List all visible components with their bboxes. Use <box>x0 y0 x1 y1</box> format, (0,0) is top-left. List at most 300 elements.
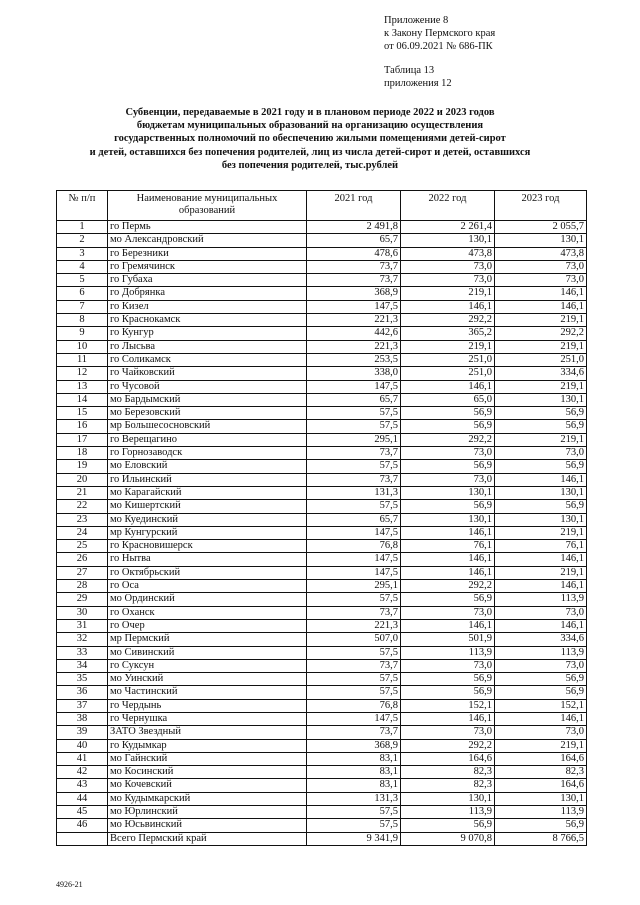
row-number: 44 <box>57 792 108 805</box>
row-value-2022: 219,1 <box>401 340 495 353</box>
table-row <box>57 486 587 499</box>
row-municipality: мо Кочевский <box>108 779 307 792</box>
header-2022: 2022 год <box>401 191 495 221</box>
row-municipality: мо Юрлинский <box>108 806 307 819</box>
row-value-2021: 147,5 <box>307 526 401 539</box>
row-value-2023: 56,9 <box>495 460 587 473</box>
table-row <box>57 739 587 752</box>
row-value-2022: 73,0 <box>401 260 495 273</box>
row-value-2021: 73,7 <box>307 473 401 486</box>
annex-header <box>384 14 495 53</box>
row-value-2022: 146,1 <box>401 380 495 393</box>
row-municipality: го Добрянка <box>108 287 307 300</box>
row-value-2022: 152,1 <box>401 699 495 712</box>
table-row <box>57 686 587 699</box>
table-row <box>57 553 587 566</box>
row-value-2022: 73,0 <box>401 659 495 672</box>
row-value-2022: 56,9 <box>401 593 495 606</box>
table-row <box>57 766 587 779</box>
row-number: 36 <box>57 686 108 699</box>
table-row <box>57 473 587 486</box>
row-number: 12 <box>57 367 108 380</box>
table-row <box>57 513 587 526</box>
row-value-2021: 507,0 <box>307 633 401 646</box>
row-value-2021: 65,7 <box>307 234 401 247</box>
table-row <box>57 673 587 686</box>
row-value-2023: 146,1 <box>495 553 587 566</box>
row-value-2022: 292,2 <box>401 314 495 327</box>
row-number: 26 <box>57 553 108 566</box>
row-municipality: мр Пермский <box>108 633 307 646</box>
row-value-2021: 57,5 <box>307 673 401 686</box>
table-row <box>57 380 587 393</box>
row-value-2022: 82,3 <box>401 766 495 779</box>
row-value-2022: 146,1 <box>401 300 495 313</box>
row-value-2023: 146,1 <box>495 580 587 593</box>
row-municipality: го Березники <box>108 247 307 260</box>
row-value-2021: 57,5 <box>307 646 401 659</box>
title-line: государственных полномочий по обеспечению жилыми помещениями детей-сирот <box>114 133 506 145</box>
row-municipality: мо Гайнский <box>108 752 307 765</box>
row-value-2023: 130,1 <box>495 486 587 499</box>
row-value-2021: 73,7 <box>307 659 401 672</box>
row-number: 10 <box>57 340 108 353</box>
row-municipality: мр Кунгурский <box>108 526 307 539</box>
row-municipality: го Гремячинск <box>108 260 307 273</box>
row-value-2023: 56,9 <box>495 673 587 686</box>
table-row <box>57 646 587 659</box>
row-value-2023: 219,1 <box>495 314 587 327</box>
row-value-2021: 442,6 <box>307 327 401 340</box>
row-number: 43 <box>57 779 108 792</box>
row-number: 35 <box>57 673 108 686</box>
row-value-2023: 113,9 <box>495 646 587 659</box>
row-number: 5 <box>57 274 108 287</box>
row-value-2021: 73,7 <box>307 726 401 739</box>
row-value-2022: 146,1 <box>401 553 495 566</box>
row-number: 46 <box>57 819 108 832</box>
row-number: 33 <box>57 646 108 659</box>
row-number: 7 <box>57 300 108 313</box>
table-reference-line: Таблица 13 <box>384 65 435 76</box>
row-value-2022: 292,2 <box>401 580 495 593</box>
annex-line: к Закону Пермского края <box>384 28 496 39</box>
annex-line: Приложение 8 <box>384 15 449 26</box>
row-value-2023: 56,9 <box>495 819 587 832</box>
row-value-2022: 56,9 <box>401 407 495 420</box>
row-municipality: го Октябрьский <box>108 566 307 579</box>
table-row <box>57 500 587 513</box>
row-municipality: мо Кудымкарский <box>108 792 307 805</box>
row-value-2021: 76,8 <box>307 540 401 553</box>
row-municipality: го Оханск <box>108 606 307 619</box>
row-value-2021: 147,5 <box>307 566 401 579</box>
row-value-2022: 130,1 <box>401 486 495 499</box>
table-total-row <box>57 832 587 845</box>
row-number: 19 <box>57 460 108 473</box>
table-row <box>57 712 587 725</box>
row-municipality: го Краснокамск <box>108 314 307 327</box>
table-row <box>57 752 587 765</box>
row-number: 41 <box>57 752 108 765</box>
row-number: 37 <box>57 699 108 712</box>
table-row <box>57 260 587 273</box>
row-number: 1 <box>57 221 108 234</box>
title-line: бюджетам муниципальных образований на организацию осуществления <box>136 120 484 132</box>
row-value-2022: 292,2 <box>401 739 495 752</box>
row-value-2023: 219,1 <box>495 340 587 353</box>
row-municipality: мо Бардымский <box>108 393 307 406</box>
row-municipality: мо Александровский <box>108 234 307 247</box>
row-value-2022: 473,8 <box>401 247 495 260</box>
row-value-2022: 501,9 <box>401 633 495 646</box>
row-number: 16 <box>57 420 108 433</box>
total-2022: 9 070,8 <box>401 832 495 845</box>
row-value-2023: 130,1 <box>495 393 587 406</box>
row-value-2022: 56,9 <box>401 686 495 699</box>
row-value-2021: 295,1 <box>307 433 401 446</box>
row-number: 28 <box>57 580 108 593</box>
row-value-2022: 56,9 <box>401 819 495 832</box>
row-value-2023: 130,1 <box>495 513 587 526</box>
row-value-2023: 219,1 <box>495 526 587 539</box>
row-number: 29 <box>57 593 108 606</box>
row-value-2022: 130,1 <box>401 234 495 247</box>
row-value-2023: 56,9 <box>495 686 587 699</box>
table-row <box>57 726 587 739</box>
row-value-2023: 73,0 <box>495 260 587 273</box>
row-value-2023: 146,1 <box>495 712 587 725</box>
row-value-2023: 73,0 <box>495 606 587 619</box>
row-value-2022: 130,1 <box>401 513 495 526</box>
row-value-2023: 164,6 <box>495 752 587 765</box>
row-municipality: го Нытва <box>108 553 307 566</box>
row-municipality: мо Ординский <box>108 593 307 606</box>
row-value-2021: 73,7 <box>307 447 401 460</box>
table-row <box>57 593 587 606</box>
table-row <box>57 287 587 300</box>
row-value-2022: 73,0 <box>401 473 495 486</box>
row-number: 23 <box>57 513 108 526</box>
table-row <box>57 699 587 712</box>
row-number: 11 <box>57 353 108 366</box>
row-value-2021: 253,5 <box>307 353 401 366</box>
table-row <box>57 247 587 260</box>
table-row <box>57 367 587 380</box>
row-number: 32 <box>57 633 108 646</box>
row-value-2022: 219,1 <box>401 287 495 300</box>
row-value-2023: 73,0 <box>495 447 587 460</box>
table-row <box>57 792 587 805</box>
row-municipality: мо Косинский <box>108 766 307 779</box>
row-value-2021: 147,5 <box>307 553 401 566</box>
row-value-2021: 83,1 <box>307 752 401 765</box>
row-value-2021: 147,5 <box>307 300 401 313</box>
row-value-2023: 113,9 <box>495 806 587 819</box>
row-value-2023: 219,1 <box>495 380 587 393</box>
table-body <box>57 221 587 846</box>
row-value-2023: 73,0 <box>495 726 587 739</box>
row-value-2022: 164,6 <box>401 752 495 765</box>
row-value-2021: 368,9 <box>307 287 401 300</box>
row-value-2022: 82,3 <box>401 779 495 792</box>
row-value-2021: 57,5 <box>307 407 401 420</box>
table-row <box>57 566 587 579</box>
row-municipality: го Верещагино <box>108 433 307 446</box>
table-row <box>57 606 587 619</box>
table-row <box>57 274 587 287</box>
table-row <box>57 221 587 234</box>
document-code: 4926-21 <box>56 880 83 889</box>
row-municipality: го Горнозаводск <box>108 447 307 460</box>
row-value-2021: 73,7 <box>307 606 401 619</box>
row-municipality: мо Уинский <box>108 673 307 686</box>
row-value-2023: 82,3 <box>495 766 587 779</box>
row-value-2022: 146,1 <box>401 526 495 539</box>
row-municipality: мо Частинский <box>108 686 307 699</box>
row-value-2022: 113,9 <box>401 646 495 659</box>
row-number: 21 <box>57 486 108 499</box>
table-row <box>57 580 587 593</box>
row-value-2022: 73,0 <box>401 726 495 739</box>
row-municipality: го Пермь <box>108 221 307 234</box>
row-value-2023: 76,1 <box>495 540 587 553</box>
row-value-2022: 292,2 <box>401 433 495 446</box>
table-row <box>57 407 587 420</box>
row-number: 40 <box>57 739 108 752</box>
table-row <box>57 460 587 473</box>
row-value-2022: 251,0 <box>401 367 495 380</box>
row-value-2022: 76,1 <box>401 540 495 553</box>
total-label: Всего Пермский край <box>108 832 307 845</box>
row-number: 38 <box>57 712 108 725</box>
row-municipality: го Чусовой <box>108 380 307 393</box>
table-row <box>57 234 587 247</box>
table-reference <box>384 64 452 90</box>
row-number: 14 <box>57 393 108 406</box>
row-municipality: мо Карагайский <box>108 486 307 499</box>
table-row <box>57 393 587 406</box>
row-value-2022: 73,0 <box>401 274 495 287</box>
row-number: 13 <box>57 380 108 393</box>
row-value-2021: 57,5 <box>307 806 401 819</box>
row-value-2022: 365,2 <box>401 327 495 340</box>
row-number: 25 <box>57 540 108 553</box>
row-value-2023: 251,0 <box>495 353 587 366</box>
row-number: 39 <box>57 726 108 739</box>
row-value-2023: 113,9 <box>495 593 587 606</box>
row-value-2021: 147,5 <box>307 380 401 393</box>
row-municipality: го Кудымкар <box>108 739 307 752</box>
row-municipality: го Кизел <box>108 300 307 313</box>
table-row <box>57 353 587 366</box>
row-municipality: мо Еловский <box>108 460 307 473</box>
row-number: 34 <box>57 659 108 672</box>
row-value-2021: 73,7 <box>307 274 401 287</box>
header-2021: 2021 год <box>307 191 401 221</box>
row-number: 20 <box>57 473 108 486</box>
row-value-2021: 57,5 <box>307 460 401 473</box>
row-value-2022: 146,1 <box>401 712 495 725</box>
row-municipality: го Чернушка <box>108 712 307 725</box>
row-number: 15 <box>57 407 108 420</box>
row-value-2023: 146,1 <box>495 300 587 313</box>
row-value-2021: 65,7 <box>307 513 401 526</box>
table-row <box>57 779 587 792</box>
row-value-2022: 2 261,4 <box>401 221 495 234</box>
row-value-2023: 146,1 <box>495 473 587 486</box>
row-value-2022: 146,1 <box>401 619 495 632</box>
table-header-row <box>57 191 587 221</box>
table-row <box>57 526 587 539</box>
row-number: 42 <box>57 766 108 779</box>
row-number: 17 <box>57 433 108 446</box>
row-value-2023: 334,6 <box>495 633 587 646</box>
row-number: 2 <box>57 234 108 247</box>
document-title <box>50 106 570 172</box>
row-value-2022: 113,9 <box>401 806 495 819</box>
row-value-2023: 146,1 <box>495 619 587 632</box>
row-value-2021: 65,7 <box>307 393 401 406</box>
row-value-2022: 65,0 <box>401 393 495 406</box>
row-municipality: го Чайковский <box>108 367 307 380</box>
row-number: 3 <box>57 247 108 260</box>
header-number: № п/п <box>57 191 108 221</box>
row-value-2021: 76,8 <box>307 699 401 712</box>
row-number: 9 <box>57 327 108 340</box>
row-number: 22 <box>57 500 108 513</box>
row-value-2023: 73,0 <box>495 659 587 672</box>
row-number: 31 <box>57 619 108 632</box>
row-value-2021: 295,1 <box>307 580 401 593</box>
row-number: 24 <box>57 526 108 539</box>
row-value-2023: 219,1 <box>495 739 587 752</box>
title-line: Субвенции, передаваемые в 2021 году и в плановом периоде 2022 и 2023 годов <box>125 107 495 118</box>
row-value-2023: 334,6 <box>495 367 587 380</box>
row-value-2021: 57,5 <box>307 500 401 513</box>
table-row <box>57 420 587 433</box>
row-number: 6 <box>57 287 108 300</box>
row-value-2023: 219,1 <box>495 433 587 446</box>
row-municipality: го Соликамск <box>108 353 307 366</box>
row-value-2023: 130,1 <box>495 792 587 805</box>
row-number: 8 <box>57 314 108 327</box>
row-municipality: го Суксун <box>108 659 307 672</box>
table-row <box>57 300 587 313</box>
table-reference-line: приложения 12 <box>384 78 452 89</box>
row-value-2022: 56,9 <box>401 673 495 686</box>
table-row <box>57 314 587 327</box>
row-value-2023: 73,0 <box>495 274 587 287</box>
header-municipality: Наименование муниципальных образований <box>108 191 307 221</box>
table-row <box>57 819 587 832</box>
row-municipality: го Чердынь <box>108 699 307 712</box>
row-value-2023: 219,1 <box>495 566 587 579</box>
total-2023: 8 766,5 <box>495 832 587 845</box>
total-number-cell <box>57 832 108 845</box>
row-value-2022: 73,0 <box>401 447 495 460</box>
row-value-2021: 368,9 <box>307 739 401 752</box>
row-municipality: го Оса <box>108 580 307 593</box>
table-row <box>57 659 587 672</box>
subsidies-table <box>56 190 587 846</box>
table-row <box>57 433 587 446</box>
table-row <box>57 619 587 632</box>
row-municipality: мо Березовский <box>108 407 307 420</box>
table-row <box>57 340 587 353</box>
row-value-2021: 478,6 <box>307 247 401 260</box>
row-municipality: го Лысьва <box>108 340 307 353</box>
row-municipality: го Красновишерск <box>108 540 307 553</box>
row-municipality: го Кунгур <box>108 327 307 340</box>
row-municipality: ЗАТО Звездный <box>108 726 307 739</box>
row-value-2023: 152,1 <box>495 699 587 712</box>
row-value-2023: 56,9 <box>495 420 587 433</box>
row-value-2023: 56,9 <box>495 500 587 513</box>
row-value-2023: 473,8 <box>495 247 587 260</box>
table-row <box>57 633 587 646</box>
row-value-2021: 57,5 <box>307 686 401 699</box>
row-value-2023: 56,9 <box>495 407 587 420</box>
table-row <box>57 806 587 819</box>
row-value-2021: 73,7 <box>307 260 401 273</box>
row-value-2021: 338,0 <box>307 367 401 380</box>
row-municipality: го Очер <box>108 619 307 632</box>
row-number: 18 <box>57 447 108 460</box>
row-number: 27 <box>57 566 108 579</box>
row-value-2023: 130,1 <box>495 234 587 247</box>
row-number: 4 <box>57 260 108 273</box>
row-municipality: мр Большесосновский <box>108 420 307 433</box>
row-value-2021: 131,3 <box>307 792 401 805</box>
row-municipality: мо Сивинский <box>108 646 307 659</box>
row-municipality: го Ильинский <box>108 473 307 486</box>
total-2021: 9 341,9 <box>307 832 401 845</box>
header-2023: 2023 год <box>495 191 587 221</box>
row-municipality: го Губаха <box>108 274 307 287</box>
row-value-2022: 146,1 <box>401 566 495 579</box>
row-value-2021: 57,5 <box>307 420 401 433</box>
row-value-2022: 130,1 <box>401 792 495 805</box>
row-value-2022: 56,9 <box>401 460 495 473</box>
row-value-2023: 2 055,7 <box>495 221 587 234</box>
row-number: 45 <box>57 806 108 819</box>
row-value-2021: 221,3 <box>307 314 401 327</box>
row-value-2021: 131,3 <box>307 486 401 499</box>
row-number: 30 <box>57 606 108 619</box>
annex-line: от 06.09.2021 № 686-ПК <box>384 41 493 52</box>
row-value-2022: 56,9 <box>401 420 495 433</box>
row-municipality: мо Куединский <box>108 513 307 526</box>
row-value-2021: 147,5 <box>307 712 401 725</box>
row-value-2023: 164,6 <box>495 779 587 792</box>
row-municipality: мо Юсьвинский <box>108 819 307 832</box>
title-line: без попечения родителей, тыс.рублей <box>221 159 399 171</box>
row-value-2023: 146,1 <box>495 287 587 300</box>
row-value-2021: 57,5 <box>307 593 401 606</box>
table-row <box>57 447 587 460</box>
row-value-2021: 221,3 <box>307 619 401 632</box>
row-value-2022: 251,0 <box>401 353 495 366</box>
row-value-2021: 83,1 <box>307 779 401 792</box>
row-value-2022: 73,0 <box>401 606 495 619</box>
title-line: и детей, оставшихся без попечения родителей, лиц из числа детей-сирот и детей, оставшихся <box>89 146 531 158</box>
row-value-2021: 83,1 <box>307 766 401 779</box>
row-value-2021: 221,3 <box>307 340 401 353</box>
row-value-2021: 2 491,8 <box>307 221 401 234</box>
table-row <box>57 327 587 340</box>
row-value-2023: 292,2 <box>495 327 587 340</box>
